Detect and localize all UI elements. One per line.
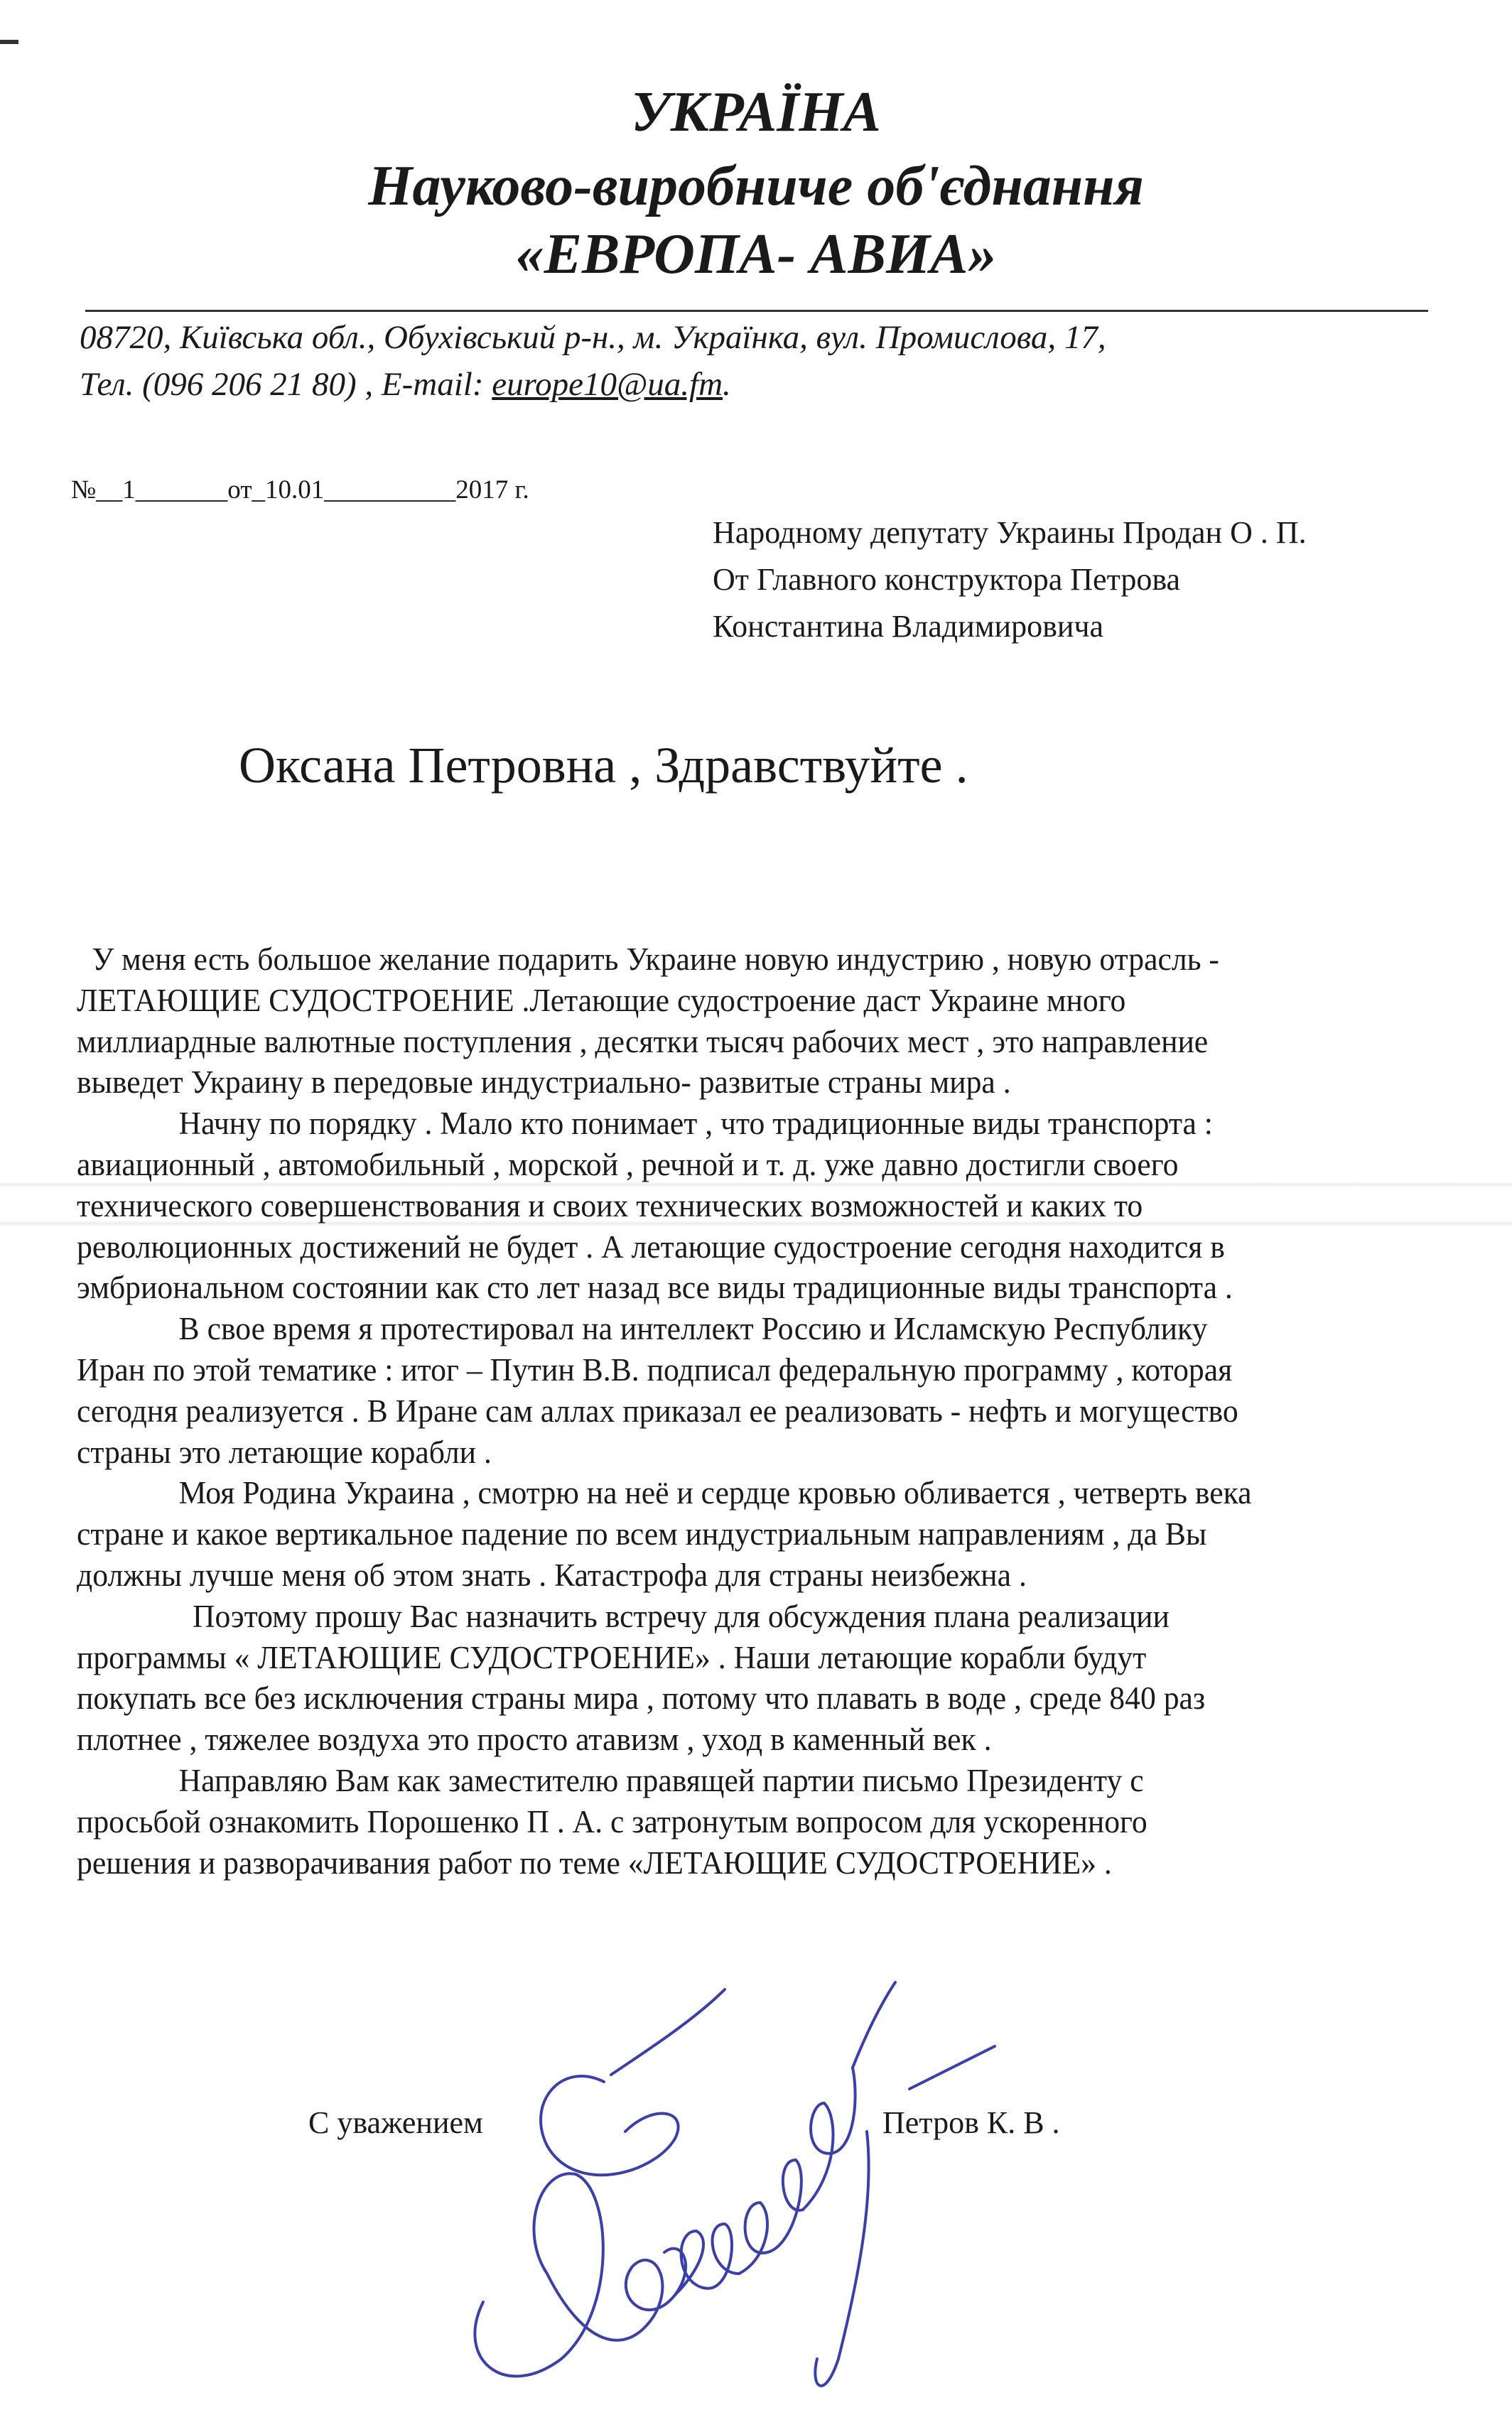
body-line: стране и какое вертикальное падение по всем индустриальным направлениям , да Вы <box>77 1516 1207 1552</box>
body-line: просьбой ознакомить Порошенко П . А. с затронутым вопросом для ускоренного <box>77 1803 1148 1840</box>
addressee-line: От Главного конструктора Петрова <box>713 562 1181 597</box>
body-line: плотнее , тяжелее воздуха это просто атавизм , уход в каменный век . <box>77 1722 992 1758</box>
body-line: Начну по порядку . Мало кто понимает , что традиционные виды транспорта : <box>178 1106 1213 1142</box>
body-line: авиационный , автомобильный , морской , речной и т. д. уже давно достигли своего <box>77 1146 1179 1182</box>
body-line: революционных достижений не будет . А летающие судостроение сегодня находится в <box>77 1228 1225 1265</box>
letterhead-contacts <box>80 365 731 404</box>
body-line: У меня есть большое желание подарить Украине новую индустрию , новую отрасль - <box>92 941 1219 977</box>
letterhead-country: УКРАЇНА <box>631 81 881 144</box>
body-line: В свое время я протестировал на интеллект Россию и Исламскую Республику <box>178 1311 1208 1347</box>
body-line: миллиардные валютные поступления , десятки тысяч рабочих мест , это направление <box>77 1023 1209 1059</box>
addressee-line: Народному депутату Украины Продан О . П. <box>713 515 1307 550</box>
body-line: страны это летающие корабли . <box>77 1434 492 1470</box>
body-line: выведет Украину в передовые индустриально- развитые страны мира . <box>77 1064 1011 1101</box>
email-link[interactable]: europe10@ua.fm <box>492 366 723 403</box>
body-line: эмбриональном состоянии как сто лет назад все виды традиционные виды транспорта . <box>77 1270 1233 1306</box>
letter-body <box>77 939 1448 1884</box>
top-left-mark <box>0 40 18 44</box>
body-line: технического совершенствования и своих технических возможностей и каких то <box>77 1187 1143 1223</box>
handwritten-signature <box>441 1961 1023 2416</box>
greeting: Оксана Петровна , Здравствуйте . <box>239 737 968 794</box>
signatory-name: Петров К. В . <box>882 2105 1060 2140</box>
letterhead-org-type: Науково-виробниче об'єднання <box>368 155 1144 217</box>
body-line: решения и разворачивания работ по теме «ЛЕТАЮЩИЕ СУДОСТРОЕНИЕ» . <box>77 1844 1112 1881</box>
letterhead-org-name: «ЕВРОПА- АВИА» <box>515 223 997 286</box>
letterhead-address: 08720, Київська обл., Обухівський р-н., м. Українка, вул. Промислова, 17, <box>80 319 1106 356</box>
body-line: сегодня реализуется . В Иране сам аллах приказал ее реализовать - нефть и могущество <box>77 1393 1238 1429</box>
body-line: Иран по этой тематике : итог – Путин В.В. подписал федеральную программу , которая <box>77 1351 1233 1388</box>
body-line: ЛЕТАЮЩИЕ СУДОСТРОЕНИЕ .Летающие судостроение даст Украине много <box>77 982 1126 1018</box>
letterhead-divider <box>85 310 1428 312</box>
body-line: программы « ЛЕТАЮЩИЕ СУДОСТРОЕНИЕ» . Наши летающие корабли будут <box>77 1639 1147 1675</box>
body-line: Поэтому прошу Вас назначить встречу для обсуждения плана реализации <box>192 1598 1170 1634</box>
body-line: Моя Родина Украина , смотрю на неё и сердце кровью обливается , четверть века <box>178 1475 1252 1511</box>
body-line: должны лучше меня об этом знать . Катастрофа для страны неизбежна . <box>77 1557 1027 1593</box>
email-suffix: . <box>723 366 731 403</box>
phone-text: Тел. (096 206 21 80) , E-mail: <box>80 366 492 403</box>
body-line: покупать все без исключения страны мира , потому что плавать в воде , среде 840 раз <box>77 1680 1206 1717</box>
body-line: Направляю Вам как заместителю правящей партии письмо Президенту с <box>178 1762 1144 1798</box>
addressee-line: Константина Владимировича <box>713 609 1104 644</box>
closing: С уважением <box>308 2105 483 2140</box>
reference-number: №__1_______от_10.01__________2017 г. <box>71 475 529 504</box>
